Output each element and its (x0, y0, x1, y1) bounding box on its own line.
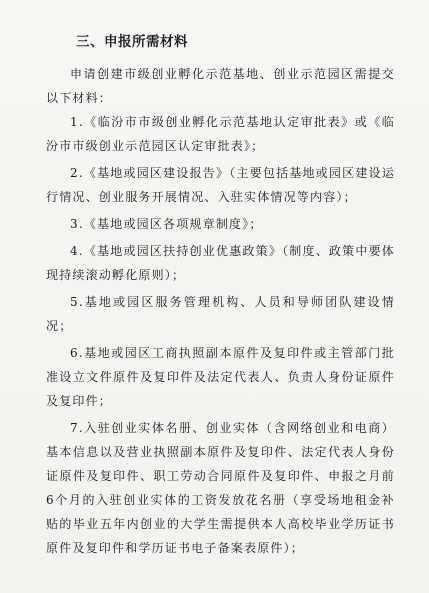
list-item-2: 2.《基地或园区建设报告》（主要包括基地或园区建设运行情况、创业服务开展情况、入驻实体情况等内容）； (46, 166, 395, 204)
list-item-3: 3.《基地或园区各项规章制度》； (70, 217, 263, 231)
list-item-5: 5.基地或园区服务管理机构、人员和导师团队建设情况； (46, 295, 395, 333)
list-item-4: 4.《基地或园区扶持创业优惠政策》（制度、政策中要体现持续滚动孵化原则）； (46, 244, 395, 282)
list-item-6: 6.基地或园区工商执照副本原件及复印件或主管部门批准设立文件原件及复印件及法定代表人、负责人身份证原件及复印件； (46, 346, 395, 408)
intro-paragraph: 申请创建市级创业孵化示范基地、创业示范园区需提交以下材料： (46, 67, 395, 105)
list-item-7: 7.入驻创业实体名册、创业实体（含网络创业和电商）基本信息以及营业执照副本原件及复印件、法定代表人身份证原件及复印件、职工劳动合同原件及复印件、申报之月前6个月的入驻创业实体的工资发放花名册（享受场地租金补贴的毕业五年内创业的大学生需提供本人高校毕业学历证书原件及复印件和学历证书电子备案表原件）； (46, 421, 395, 555)
section-heading: 三、申报所需材料 (76, 34, 188, 50)
list-item-1: 1.《临汾市市级创业孵化示范基地认定审批表》或《临汾市市级创业示范园区认定审批表》； (46, 115, 395, 153)
